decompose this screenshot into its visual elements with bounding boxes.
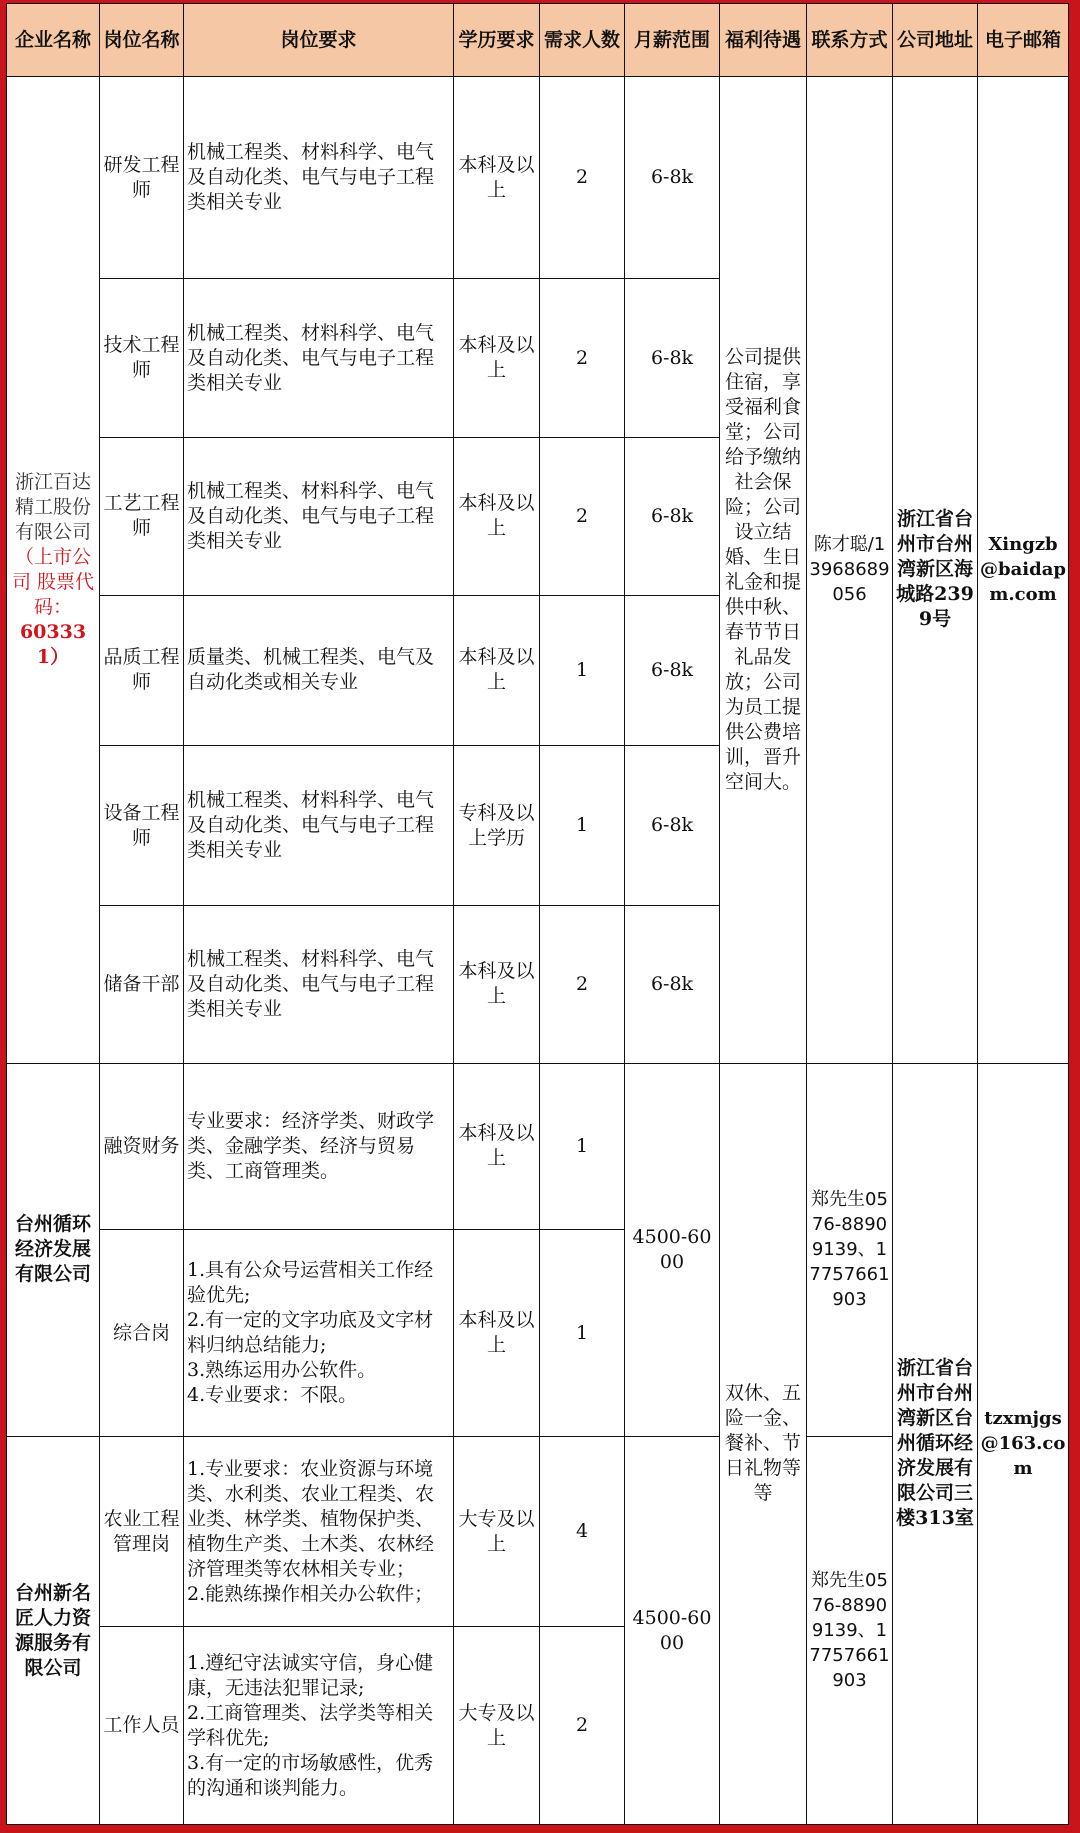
position-education: 本科及以上 bbox=[454, 905, 540, 1063]
position-education: 专科及以上学历 bbox=[454, 746, 540, 906]
position-count: 2 bbox=[540, 1627, 625, 1825]
position-salary: 6-8k bbox=[625, 279, 720, 438]
header-salary: 月薪范围 bbox=[625, 4, 720, 77]
position-requirement: 机械工程类、材料科学、电气及自动化类、电气与电子工程类相关专业 bbox=[184, 437, 454, 595]
position-title: 研发工程师 bbox=[100, 77, 184, 279]
position-title: 品质工程师 bbox=[100, 595, 184, 746]
position-education: 本科及以上 bbox=[454, 437, 540, 595]
position-education: 本科及以上 bbox=[454, 595, 540, 746]
position-requirement: 机械工程类、材料科学、电气及自动化类、电气与电子工程类相关专业 bbox=[184, 746, 454, 906]
position-count: 1 bbox=[540, 1063, 625, 1230]
contact-cell: 郑先生0576-88909139、17757661903 bbox=[807, 1437, 893, 1825]
header-education: 学历要求 bbox=[454, 4, 540, 77]
position-count: 2 bbox=[540, 437, 625, 595]
position-requirement: 1.遵纪守法诚实守信，身心健康，无违法犯罪记录; 2.工商管理类、法学类等相关学科优先; 3.有一定的市场敏感性，优秀的沟通和谈判能力。 bbox=[184, 1627, 454, 1825]
position-requirement: 机械工程类、材料科学、电气及自动化类、电气与电子工程类相关专业 bbox=[184, 279, 454, 438]
header-count: 需求人数 bbox=[540, 4, 625, 77]
position-title: 农业工程管理岗 bbox=[100, 1437, 184, 1627]
position-salary: 6-8k bbox=[625, 77, 720, 279]
position-count: 4 bbox=[540, 1437, 625, 1627]
position-requirement: 机械工程类、材料科学、电气及自动化类、电气与电子工程类相关专业 bbox=[184, 905, 454, 1063]
table-row bbox=[7, 1063, 1069, 1230]
position-salary: 6-8k bbox=[625, 437, 720, 595]
position-salary: 6-8k bbox=[625, 905, 720, 1063]
address-cell: 浙江省台州市台州湾新区海城路2399号 bbox=[893, 77, 978, 1063]
position-title: 综合岗 bbox=[100, 1230, 184, 1437]
shared-address-cell: 浙江省台州市台州湾新区台州循环经济发展有限公司三楼313室 bbox=[893, 1063, 978, 1824]
email-cell: Xingzb@baidapm.com bbox=[978, 77, 1069, 1063]
contact-cell: 郑先生0576-88909139、17757661903 bbox=[807, 1063, 893, 1437]
position-requirement: 1.具有公众号运营相关工作经验优先; 2.有一定的文字功底及文字材料归纳总结能力; 3.熟练运用办公软件。 4.专业要求：不限。 bbox=[184, 1230, 454, 1437]
position-title: 工作人员 bbox=[100, 1627, 184, 1825]
salary-cell: 4500-6000 bbox=[625, 1437, 720, 1825]
position-count: 1 bbox=[540, 595, 625, 746]
header-position: 岗位名称 bbox=[100, 4, 184, 77]
position-count: 2 bbox=[540, 77, 625, 279]
header-address: 公司地址 bbox=[893, 4, 978, 77]
header-contact: 联系方式 bbox=[807, 4, 893, 77]
company-name: 浙江百达精工股份有限公司 bbox=[14, 470, 91, 543]
header-requirement: 岗位要求 bbox=[184, 4, 454, 77]
position-education: 本科及以上 bbox=[454, 279, 540, 438]
position-title: 融资财务 bbox=[100, 1063, 184, 1230]
salary-cell: 4500-6000 bbox=[625, 1063, 720, 1437]
position-count: 2 bbox=[540, 279, 625, 438]
position-requirement: 机械工程类、材料科学、电气及自动化类、电气与电子工程类相关专业 bbox=[184, 77, 454, 279]
header-email: 电子邮箱 bbox=[978, 4, 1069, 77]
position-title: 设备工程师 bbox=[100, 746, 184, 906]
position-education: 大专及以上 bbox=[454, 1627, 540, 1825]
position-requirement: 专业要求：经济学类、财政学类、金融学类、经济与贸易类、工商管理类。 bbox=[184, 1063, 454, 1230]
position-education: 本科及以上 bbox=[454, 1230, 540, 1437]
job-table bbox=[6, 3, 1069, 1825]
position-education: 大专及以上 bbox=[454, 1437, 540, 1627]
company-note: （上市公司 股票代码： bbox=[11, 545, 95, 618]
position-requirement: 1.专业要求：农业资源与环境类、水利类、农业工程类、农业类、林学类、植物保护类、植物生产类、土木类、农林经济管理类等农林相关专业； 2.能熟练操作相关办公软件； bbox=[184, 1437, 454, 1627]
position-count: 2 bbox=[540, 905, 625, 1063]
company-name-cell: 台州循环经济发展有限公司 bbox=[7, 1063, 100, 1437]
header-welfare: 福利待遇 bbox=[720, 4, 807, 77]
position-count: 1 bbox=[540, 1230, 625, 1437]
contact-cell: 陈才聪/13968689056 bbox=[807, 77, 893, 1063]
company-name-cell bbox=[7, 77, 100, 1063]
position-requirement: 质量类、机械工程类、电气及自动化类或相关专业 bbox=[184, 595, 454, 746]
shared-email-cell: tzxmjgs@163.com bbox=[978, 1063, 1069, 1824]
shared-welfare-cell: 双休、五险一金、餐补、节日礼物等等 bbox=[720, 1063, 807, 1824]
position-title: 工艺工程师 bbox=[100, 437, 184, 595]
position-title: 技术工程师 bbox=[100, 279, 184, 438]
position-count: 1 bbox=[540, 746, 625, 906]
welfare-cell: 公司提供住宿，享受福利食堂；公司给予缴纳社会保险；公司设立结婚、生日礼金和提供中秋、春节节日礼品发放；公司为员工提供公费培训，晋升空间大。 bbox=[720, 77, 807, 1063]
header-company: 企业名称 bbox=[7, 4, 100, 77]
company-name-cell: 台州新名匠人力资源服务有限公司 bbox=[7, 1437, 100, 1825]
position-salary: 6-8k bbox=[625, 595, 720, 746]
stock-code: 603331） bbox=[19, 620, 87, 668]
position-education: 本科及以上 bbox=[454, 77, 540, 279]
position-education: 本科及以上 bbox=[454, 1063, 540, 1230]
header-row bbox=[7, 4, 1069, 77]
position-salary: 6-8k bbox=[625, 746, 720, 906]
position-title: 储备干部 bbox=[100, 905, 184, 1063]
table-row bbox=[7, 77, 1069, 279]
